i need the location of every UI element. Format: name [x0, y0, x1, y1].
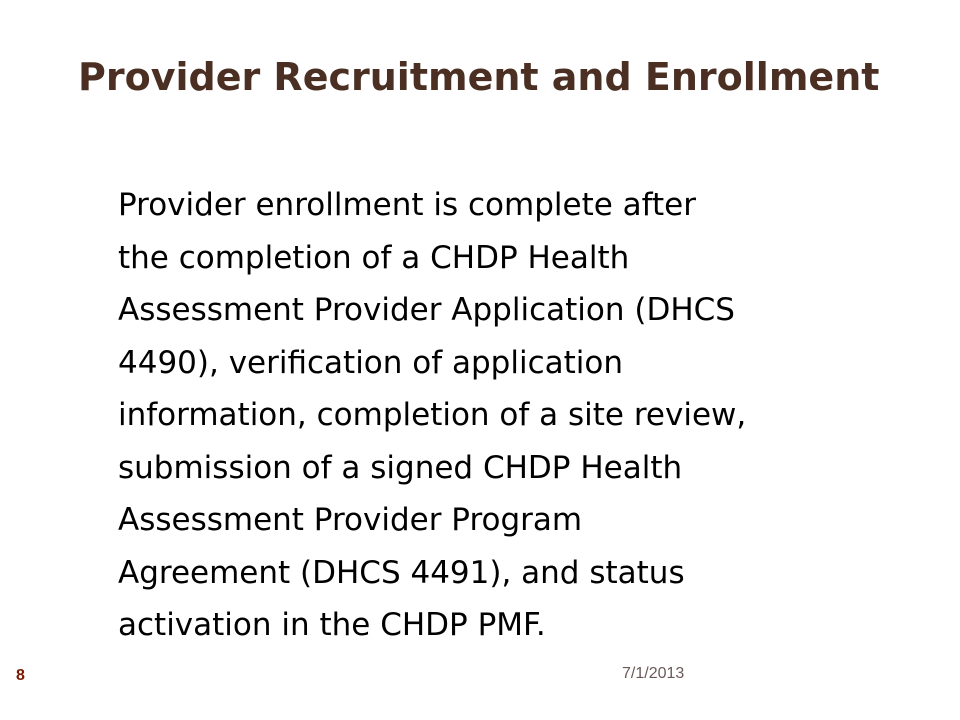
body-line: information, completion of a site review,: [118, 397, 747, 433]
slide-title: Provider Recruitment and Enrollment: [78, 55, 880, 99]
body-line: Agreement (DHCS 4491), and status: [118, 554, 685, 591]
body-line: activation in the CHDP PMF.: [118, 607, 546, 643]
body-line: 4490), verification of application: [118, 344, 624, 381]
body-line: submission of a signed CHDP Health: [118, 449, 683, 486]
body-line: Assessment Provider Program: [118, 502, 583, 538]
slide-date: 7/1/2013: [622, 665, 685, 682]
slide-body-text: [118, 179, 908, 652]
body-line: Provider enrollment is complete after: [118, 187, 696, 223]
page-number: 8: [16, 667, 25, 684]
body-line: the completion of a CHDP Health: [118, 239, 630, 276]
body-line: Assessment Provider Application (DHCS: [118, 292, 735, 328]
